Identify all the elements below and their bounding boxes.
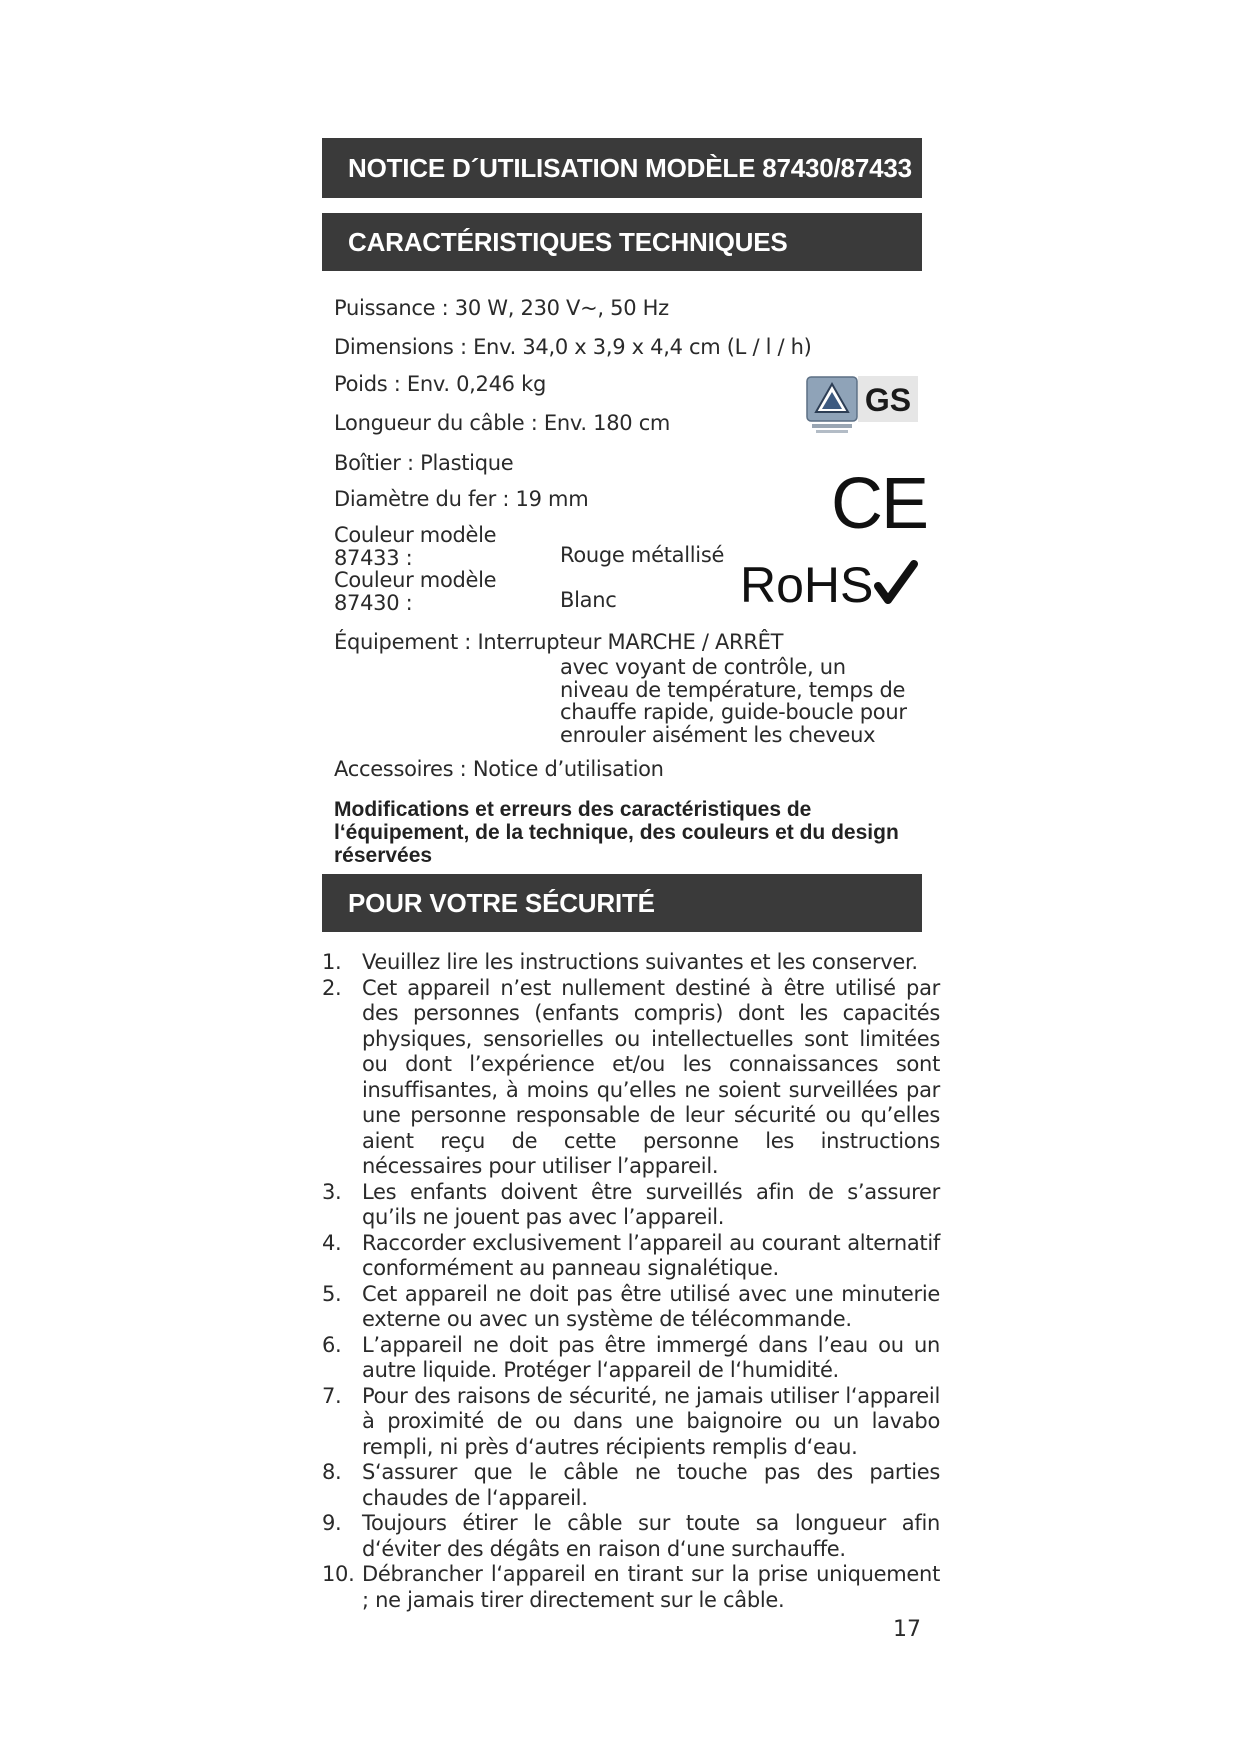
list-item-text: Raccorder exclusivement l’appareil au courant alternatif conformément au panneau signalétique. — [362, 1230, 940, 1280]
list-item-number: 1. — [322, 950, 342, 974]
ce-mark-text: CE — [830, 464, 928, 544]
list-item-number: 10. — [322, 1562, 355, 1586]
spec-cable: Longueur du câble : Env. 180 cm — [334, 411, 671, 435]
safety-title-bar — [322, 874, 922, 932]
list-item-text: Débrancher l‘appareil en tirant sur la prise uniquement ; ne jamais tirer directement sur le câble. — [362, 1562, 940, 1612]
spec-diameter: Diamètre du fer : 19 mm — [334, 487, 589, 511]
rohs-mark-text: RoHS — [740, 557, 874, 613]
specs-title-bar — [322, 213, 922, 271]
color2-label-line1: Couleur modèle — [334, 568, 497, 592]
list-item — [322, 1282, 940, 1333]
list-item — [322, 1511, 940, 1562]
color2-label-line2: 87430 : — [334, 590, 413, 615]
list-item-number: 4. — [322, 1230, 342, 1255]
color1-label-line2: 87433 : — [334, 545, 413, 570]
list-item-text: L’appareil ne doit pas être immergé dans l’eau ou un autre liquide. Protéger l‘appareil de l‘humidité. — [362, 1332, 940, 1382]
list-item — [322, 1562, 940, 1613]
specs-disclaimer: Modifications et erreurs des caractéristiques de l‘équipement, de la technique, des couleurs et du design réservées — [334, 798, 899, 867]
safety-instructions-list — [322, 950, 940, 1613]
list-item — [322, 1333, 940, 1384]
list-item-number: 7. — [322, 1383, 342, 1408]
list-item — [322, 1460, 940, 1511]
gs-mark-text: GS — [864, 382, 912, 418]
main-title: NOTICE D´UTILISATION MODÈLE 87430/87433 — [348, 152, 912, 183]
list-item — [322, 976, 940, 1180]
spec-accessories: Accessoires : Notice d’utilisation — [334, 757, 664, 781]
ce-mark-icon — [830, 464, 928, 544]
list-item — [322, 1231, 940, 1282]
list-item-number: 2. — [322, 975, 342, 1000]
spec-equipment: Équipement : Interrupteur MARCHE / ARRÊT — [334, 630, 784, 654]
list-item — [322, 950, 940, 976]
color2-value: Blanc — [560, 588, 617, 612]
list-item-text: Toujours étirer le câble sur toute sa longueur afin d‘éviter des dégâts en raison d‘une surchauffe. — [362, 1511, 940, 1561]
list-item-text: Cet appareil n’est nullement destiné à être utilisé par des personnes (enfants compris) dont les capacités physiques, sensorielles ou intellectuelles sont limitées ou dont l’expérience et/ou les connaissances sont insuffisantes, à moins qu’elles ne soient surveillées par une personne responsable de leur sécurité ou qu’elles aient reçu de cette personne les instructions nécessaires pour utiliser l’appareil. — [362, 975, 940, 1178]
rohs-compliance-icon — [740, 556, 920, 612]
list-item-text: Les enfants doivent être surveillés afin de s’assurer qu’ils ne jouent pas avec l’appareil. — [362, 1179, 940, 1229]
list-item-text: Cet appareil ne doit pas être utilisé avec une minuterie externe ou avec un système de télécommande. — [362, 1281, 940, 1331]
spec-housing: Boîtier : Plastique — [334, 451, 514, 475]
list-item-text: S‘assurer que le câble ne touche pas des parties chaudes de l‘appareil. — [362, 1460, 940, 1510]
main-title-bar — [322, 138, 922, 198]
list-item — [322, 1384, 940, 1461]
list-item-number: 3. — [322, 1179, 342, 1204]
list-item-number: 8. — [322, 1460, 342, 1484]
safety-title: POUR VOTRE SÉCURITÉ — [348, 887, 655, 918]
list-item-number: 9. — [322, 1511, 342, 1535]
gs-safety-mark-icon — [858, 376, 918, 426]
list-item-number: 6. — [322, 1332, 342, 1357]
list-item-number: 5. — [322, 1281, 342, 1306]
spec-dimensions: Dimensions : Env. 34,0 x 3,9 x 4,4 cm (L / l / h) — [334, 335, 812, 359]
page-number: 17 — [893, 1617, 921, 1642]
list-item-text: Veuillez lire les instructions suivantes et les conserver. — [362, 950, 918, 974]
tuv-certification-icon — [806, 376, 858, 436]
spec-power: Puissance : 30 W, 230 V~, 50 Hz — [334, 296, 669, 320]
specs-title: CARACTÉRISTIQUES TECHNIQUES — [348, 226, 788, 257]
list-item — [322, 1180, 940, 1231]
spec-weight: Poids : Env. 0,246 kg — [334, 372, 547, 396]
color1-label-line1: Couleur modèle — [334, 523, 497, 547]
checkmark-icon — [878, 564, 914, 600]
spec-equipment-continued: avec voyant de contrôle, un niveau de température, temps de chauffe rapide, guide-boucle pour enrouler aisément les cheveux — [560, 655, 907, 747]
list-item-text: Pour des raisons de sécurité, ne jamais utiliser l‘appareil à proximité de ou dans une baignoire ou un lavabo rempli, ni près d‘autres récipients remplis d‘eau. — [362, 1383, 940, 1459]
color1-value: Rouge métallisé — [560, 543, 725, 567]
